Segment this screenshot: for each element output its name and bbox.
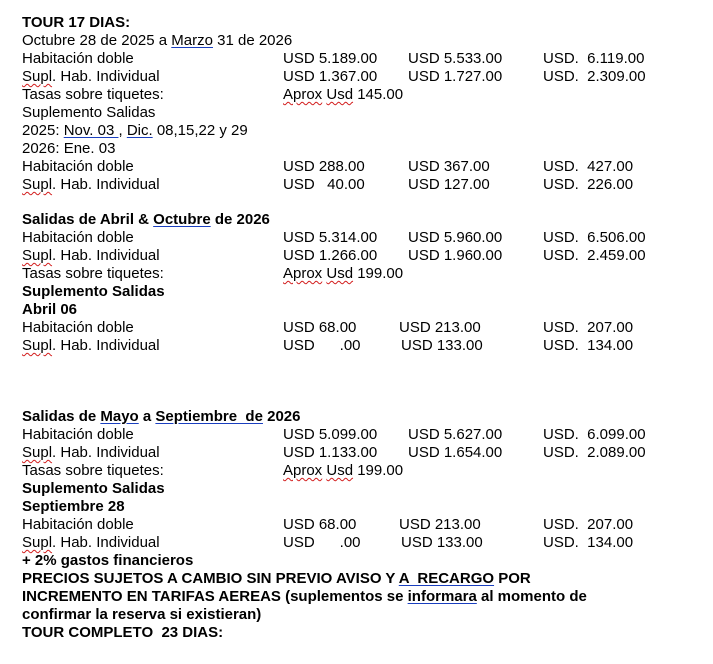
tour17-salidas-2026: 2026: Ene. 03 — [22, 140, 116, 157]
tour17-sup-row-individual: Supl. Hab. Individual USD 40.00 USD 127.00 USD. 226.00 — [22, 176, 634, 193]
tour17-sup-row-doble: Habitación doble USD 288.00 USD 367.00 USD. 427.00 — [22, 158, 634, 175]
spacer — [22, 355, 702, 408]
tour17-row-individual: Supl. Hab. Individual USD 1.367.00 USD 1.727.00 USD. 2.309.00 — [22, 68, 646, 85]
mayo-sup-row-doble: Habitación doble USD 68.00 USD 213.00 USD. 207.00 — [22, 516, 634, 533]
tour17-row-doble: Habitación doble USD 5.189.00 USD 5.533.00 USD. 6.119.00 — [22, 50, 645, 67]
mayo-row-individual: Supl. Hab. Individual USD 1.133.00 USD 1.654.00 USD. 2.089.00 — [22, 444, 646, 461]
tour17-title: TOUR 17 DIAS: — [22, 14, 131, 31]
abril-sup-row-doble: Habitación doble USD 68.00 USD 213.00 USD. 207.00 — [22, 319, 634, 336]
abril-tasas: Tasas sobre tiquetes: Aprox Usd 199.00 — [22, 265, 404, 282]
notice-line-3: confirmar la reserva si existieran) — [22, 606, 262, 623]
mayo-sup-row-individual: Supl. Hab. Individual USD .00 USD 133.00 USD. 134.00 — [22, 534, 634, 551]
mayo-title: Salidas de Mayo a Septiembre de 2026 — [22, 408, 301, 425]
abril-sub-date: Abril 06 — [22, 301, 78, 318]
abril-suplemento-title: Suplemento Salidas — [22, 283, 165, 300]
abril-row-individual: Supl. Hab. Individual USD 1.266.00 USD 1.960.00 USD. 2.459.00 — [22, 247, 646, 264]
abril-sup-row-individual: Supl. Hab. Individual USD .00 USD 133.00 USD. 134.00 — [22, 337, 634, 354]
mayo-sub-date: Septiembre 28 — [22, 498, 125, 515]
gastos-financieros: + 2% gastos financieros — [22, 552, 194, 569]
tour17-dates: Octubre 28 de 2025 a Marzo 31 de 2026 — [22, 32, 293, 49]
abril-row-doble: Habitación doble USD 5.314.00 USD 5.960.00 USD. 6.506.00 — [22, 229, 646, 246]
mayo-suplemento-title: Suplemento Salidas — [22, 480, 165, 497]
tour17-salidas-2025: 2025: Nov. 03 , Dic. 08,15,22 y 29 — [22, 122, 248, 139]
abril-title: Salidas de Abril & Octubre de 2026 — [22, 211, 270, 228]
spacer — [22, 194, 702, 211]
notice-line-2: INCREMENTO EN TARIFAS AEREAS (suplementos se informara al momento de — [22, 588, 587, 605]
price-document — [22, 14, 702, 642]
notice-line-1: PRECIOS SUJETOS A CAMBIO SIN PREVIO AVISO Y A RECARGO POR — [22, 570, 531, 587]
tour23-title: TOUR COMPLETO 23 DIAS: — [22, 624, 224, 641]
tour17-tasas: Tasas sobre tiquetes: Aprox Usd 145.00 — [22, 86, 404, 103]
tour17-suplemento-title: Suplemento Salidas — [22, 104, 156, 121]
mayo-tasas: Tasas sobre tiquetes: Aprox Usd 199.00 — [22, 462, 404, 479]
mayo-row-doble: Habitación doble USD 5.099.00 USD 5.627.00 USD. 6.099.00 — [22, 426, 646, 443]
